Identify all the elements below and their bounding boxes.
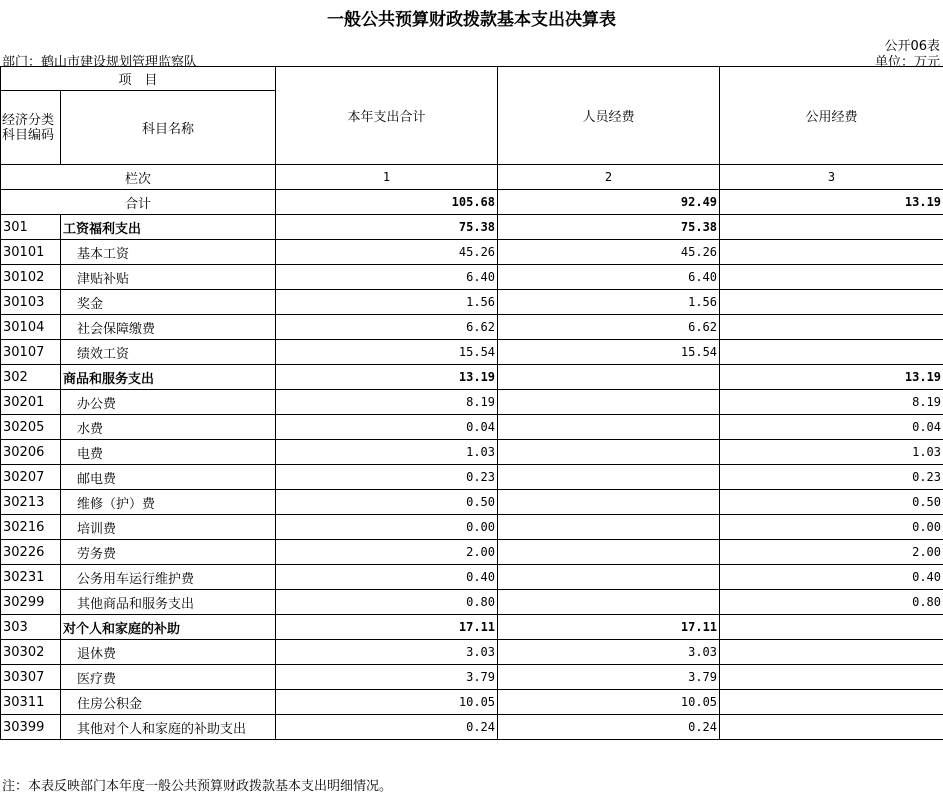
header-item: 项 目 <box>1 67 276 91</box>
row-public <box>720 265 943 290</box>
row-name: 邮电费 <box>61 465 276 490</box>
footnote: 注：本表反映部门本年度一般公共预算财政拨款基本支出明细情况。 <box>2 779 393 794</box>
row-name: 办公费 <box>61 390 276 415</box>
row-total: 75.38 <box>276 215 498 240</box>
row-total: 45.26 <box>276 240 498 265</box>
column-number-row <box>1 165 943 190</box>
row-name: 其他商品和服务支出 <box>61 590 276 615</box>
header-total: 本年支出合计 <box>276 67 498 165</box>
row-name: 劳务费 <box>61 540 276 565</box>
header-econ-code: 经济分类科目编码 <box>1 91 61 165</box>
form-code: 公开06表 <box>884 39 940 54</box>
row-code: 30102 <box>1 265 61 290</box>
row-public <box>720 340 943 365</box>
row-total: 6.40 <box>276 265 498 290</box>
row-name: 水费 <box>61 415 276 440</box>
row-personnel <box>498 390 720 415</box>
row-code: 30207 <box>1 465 61 490</box>
row-public <box>720 315 943 340</box>
row-total: 15.54 <box>276 340 498 365</box>
row-personnel: 45.26 <box>498 240 720 265</box>
row-name: 奖金 <box>61 290 276 315</box>
table-row <box>1 715 943 740</box>
table-row <box>1 565 943 590</box>
row-total: 13.19 <box>276 365 498 390</box>
row-total: 0.24 <box>276 715 498 740</box>
table-row <box>1 490 943 515</box>
row-code: 30216 <box>1 515 61 540</box>
row-name: 工资福利支出 <box>61 215 276 240</box>
row-name: 绩效工资 <box>61 340 276 365</box>
row-name: 住房公积金 <box>61 690 276 715</box>
row-name: 维修（护）费 <box>61 490 276 515</box>
table-row <box>1 390 943 415</box>
row-code: 302 <box>1 365 61 390</box>
table-row <box>1 290 943 315</box>
row-total: 0.40 <box>276 565 498 590</box>
row-personnel: 75.38 <box>498 215 720 240</box>
table-row <box>1 640 943 665</box>
row-name: 社会保障缴费 <box>61 315 276 340</box>
row-personnel <box>498 415 720 440</box>
row-name: 电费 <box>61 440 276 465</box>
row-public: 2.00 <box>720 540 943 565</box>
row-code: 30206 <box>1 440 61 465</box>
row-code: 30226 <box>1 540 61 565</box>
row-public <box>720 640 943 665</box>
table-row <box>1 365 943 390</box>
row-personnel <box>498 590 720 615</box>
table-row <box>1 265 943 290</box>
row-personnel <box>498 540 720 565</box>
row-personnel: 6.62 <box>498 315 720 340</box>
sum-label: 合计 <box>1 190 276 215</box>
row-public <box>720 665 943 690</box>
row-public: 0.80 <box>720 590 943 615</box>
row-name: 其他对个人和家庭的补助支出 <box>61 715 276 740</box>
column-number-1: 1 <box>276 165 498 190</box>
sum-row <box>1 190 943 215</box>
table-row <box>1 515 943 540</box>
row-code: 30101 <box>1 240 61 265</box>
row-public <box>720 290 943 315</box>
row-total: 6.62 <box>276 315 498 340</box>
row-total: 0.50 <box>276 490 498 515</box>
column-number-2: 2 <box>498 165 720 190</box>
sum-personnel: 92.49 <box>498 190 720 215</box>
table-row <box>1 315 943 340</box>
row-personnel: 15.54 <box>498 340 720 365</box>
row-name: 退休费 <box>61 640 276 665</box>
table-row <box>1 590 943 615</box>
table-row <box>1 615 943 640</box>
row-total: 17.11 <box>276 615 498 640</box>
column-number-3: 3 <box>720 165 943 190</box>
row-public: 0.40 <box>720 565 943 590</box>
row-public <box>720 215 943 240</box>
row-public <box>720 240 943 265</box>
table-row <box>1 440 943 465</box>
row-total: 2.00 <box>276 540 498 565</box>
row-total: 0.80 <box>276 590 498 615</box>
row-total: 0.23 <box>276 465 498 490</box>
row-total: 0.04 <box>276 415 498 440</box>
row-public <box>720 715 943 740</box>
row-code: 30213 <box>1 490 61 515</box>
row-name: 对个人和家庭的补助 <box>61 615 276 640</box>
header-public: 公用经费 <box>720 67 943 165</box>
table-row <box>1 690 943 715</box>
table-row <box>1 340 943 365</box>
row-personnel: 17.11 <box>498 615 720 640</box>
row-code: 30399 <box>1 715 61 740</box>
row-code: 30104 <box>1 315 61 340</box>
table-row <box>1 465 943 490</box>
row-public: 0.23 <box>720 465 943 490</box>
header-subject-name: 科目名称 <box>61 91 276 165</box>
row-total: 1.03 <box>276 440 498 465</box>
row-total: 3.79 <box>276 665 498 690</box>
sum-total: 105.68 <box>276 190 498 215</box>
row-public: 0.04 <box>720 415 943 440</box>
row-personnel: 6.40 <box>498 265 720 290</box>
row-personnel <box>498 440 720 465</box>
row-total: 8.19 <box>276 390 498 415</box>
row-name: 津贴补贴 <box>61 265 276 290</box>
row-personnel <box>498 465 720 490</box>
page-title: 一般公共预算财政拨款基本支出决算表 <box>327 10 616 30</box>
row-public: 0.00 <box>720 515 943 540</box>
row-public <box>720 615 943 640</box>
row-code: 30299 <box>1 590 61 615</box>
row-personnel <box>498 565 720 590</box>
unit-label: 单位：万元 <box>874 55 940 70</box>
row-name: 医疗费 <box>61 665 276 690</box>
row-personnel <box>498 515 720 540</box>
row-total: 3.03 <box>276 640 498 665</box>
row-total: 1.56 <box>276 290 498 315</box>
row-personnel <box>498 365 720 390</box>
table-row <box>1 665 943 690</box>
row-public: 1.03 <box>720 440 943 465</box>
row-name: 培训费 <box>61 515 276 540</box>
row-code: 30302 <box>1 640 61 665</box>
row-personnel: 1.56 <box>498 290 720 315</box>
row-personnel: 3.79 <box>498 665 720 690</box>
header-row-1 <box>1 67 943 91</box>
table-row <box>1 215 943 240</box>
sum-public: 13.19 <box>720 190 943 215</box>
row-public: 0.50 <box>720 490 943 515</box>
row-code: 301 <box>1 215 61 240</box>
row-code: 30205 <box>1 415 61 440</box>
department-label: 部门：鹤山市建设规划管理监察队 <box>2 55 198 70</box>
row-code: 30231 <box>1 565 61 590</box>
row-public: 13.19 <box>720 365 943 390</box>
table-row <box>1 540 943 565</box>
row-code: 30311 <box>1 690 61 715</box>
row-code: 30201 <box>1 390 61 415</box>
table-row <box>1 415 943 440</box>
row-personnel: 3.03 <box>498 640 720 665</box>
row-total: 0.00 <box>276 515 498 540</box>
row-public <box>720 690 943 715</box>
row-name: 公务用车运行维护费 <box>61 565 276 590</box>
row-public: 8.19 <box>720 390 943 415</box>
row-code: 30103 <box>1 290 61 315</box>
column-label: 栏次 <box>1 165 276 190</box>
expenditure-table <box>0 66 943 740</box>
row-name: 商品和服务支出 <box>61 365 276 390</box>
header-personnel: 人员经费 <box>498 67 720 165</box>
row-name: 基本工资 <box>61 240 276 265</box>
row-personnel <box>498 490 720 515</box>
row-code: 303 <box>1 615 61 640</box>
row-code: 30307 <box>1 665 61 690</box>
table-row <box>1 240 943 265</box>
row-personnel: 10.05 <box>498 690 720 715</box>
row-code: 30107 <box>1 340 61 365</box>
row-personnel: 0.24 <box>498 715 720 740</box>
row-total: 10.05 <box>276 690 498 715</box>
